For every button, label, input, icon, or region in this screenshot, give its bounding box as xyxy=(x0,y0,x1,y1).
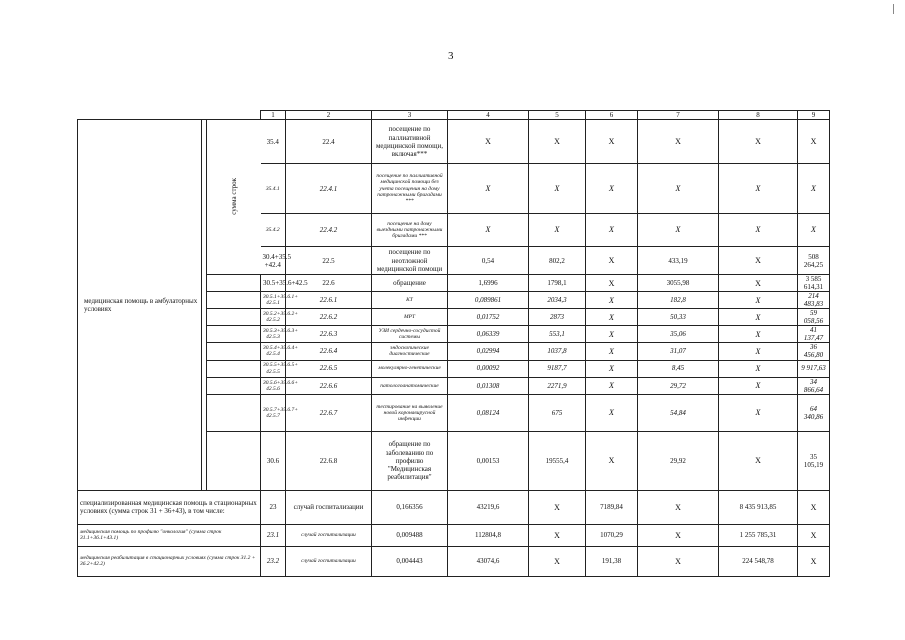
row-number-cell: 22.6.8 xyxy=(286,431,372,490)
value-cell-c6: 182,8 xyxy=(638,292,719,309)
filler-cell xyxy=(207,326,261,343)
value-cell-c6: 3055,98 xyxy=(638,275,719,292)
source-rows-cell: 30.5.2+35.6.2+ 42.5.2 xyxy=(261,309,286,326)
value-cell-c3: 1,6996 xyxy=(448,275,529,292)
row-name-cell: тестирование на выявление новой коронавирусной инфекции xyxy=(372,394,448,431)
section-label: медицинская помощь по профилю "онкология" (сумма строк 31.1+36.1+43.1) xyxy=(78,524,261,546)
value-cell-c5: X xyxy=(586,292,638,309)
row-number-cell: 23 xyxy=(261,490,286,524)
row-name-cell: случай госпитализации xyxy=(286,490,372,524)
value-cell-c7: X xyxy=(719,394,798,431)
section-label: медицинская реабилитация в стационарных условиях (сумма строк 31.2 + 36.2+42.2) xyxy=(78,546,261,576)
value-cell-c8: 36 456,80 xyxy=(798,343,830,360)
value-cell-c3: 0,02994 xyxy=(448,343,529,360)
row-number-cell: 22.6.7 xyxy=(286,394,372,431)
value-cell-c3: X xyxy=(448,214,529,247)
value-cell-c7: X xyxy=(719,343,798,360)
row-name-cell: посещение на дому выездными патронажными бригадами *** xyxy=(372,214,448,247)
row-number-cell: 22.6.6 xyxy=(286,377,372,394)
value-cell-c8: 8 435 913,85 xyxy=(719,490,798,524)
value-cell-c7: X xyxy=(719,360,798,377)
source-rows-cell: 30.5.1+35.6.1+ 42.5.1 xyxy=(261,292,286,309)
source-rows-cell: 30.5+35.6+42.5 xyxy=(261,275,286,292)
value-cell-c7: X xyxy=(719,120,798,164)
value-cell-c7: X xyxy=(638,524,719,546)
value-cell-c9: X xyxy=(798,490,830,524)
header-cell: 8 xyxy=(719,111,798,120)
table-row xyxy=(78,546,830,576)
row-name-cell: эндоскопические диагностические xyxy=(372,343,448,360)
edge-mark xyxy=(893,4,894,14)
value-cell-c6: 31,07 xyxy=(638,343,719,360)
value-cell-c7: X xyxy=(638,546,719,576)
header-cell: 3 xyxy=(372,111,448,120)
value-cell-c5: X xyxy=(586,326,638,343)
value-cell-c8: 64 340,86 xyxy=(798,394,830,431)
value-cell-c4: 553,1 xyxy=(529,326,586,343)
value-cell-c4: X xyxy=(529,164,586,214)
source-rows-cell: 35.4 xyxy=(261,120,286,164)
filler-cell xyxy=(207,360,261,377)
value-cell-c6: 433,19 xyxy=(638,247,719,275)
row-name-cell: патологоанатомические xyxy=(372,377,448,394)
value-cell-c6: 1070,29 xyxy=(586,524,638,546)
section-label: специализированная медицинская помощь в стационарных условиях (сумма строк 31 + 36+43), в том числе: xyxy=(78,490,261,524)
value-cell-c5: X xyxy=(529,546,586,576)
value-cell-c8: 508 264,25 xyxy=(798,247,830,275)
source-rows-cell: 30.4+35.5 +42.4 xyxy=(261,247,286,275)
row-number-cell: 22.6.2 xyxy=(286,309,372,326)
source-rows-cell: 30.6 xyxy=(261,431,286,490)
group-label: медицинская помощь в амбулаторных условиях xyxy=(78,120,202,491)
source-rows-cell: 30.5.6+35.6.6+ 42.5.6 xyxy=(261,377,286,394)
value-cell-c6: X xyxy=(638,120,719,164)
value-cell-c6: X xyxy=(638,164,719,214)
filler-cell xyxy=(207,377,261,394)
value-cell-c4: 802,2 xyxy=(529,247,586,275)
vertical-label xyxy=(207,120,261,275)
filler-cell xyxy=(207,431,261,490)
value-cell-c8: 3 585 614,31 xyxy=(798,275,830,292)
data-table xyxy=(77,110,830,577)
value-cell-c5: X xyxy=(586,309,638,326)
value-cell-c7: X xyxy=(719,247,798,275)
value-cell-c5: X xyxy=(586,343,638,360)
value-cell-c4: 1798,1 xyxy=(529,275,586,292)
value-cell-c7: X xyxy=(719,292,798,309)
row-name-cell: посещение по паллиативной медицинской помощи без учета посещения на дому патронажными бригадами *** xyxy=(372,164,448,214)
row-number-cell: 22.6.1 xyxy=(286,292,372,309)
value-cell-c3: 0,00153 xyxy=(448,431,529,490)
header-cell: 7 xyxy=(638,111,719,120)
value-cell-c6: 7189,84 xyxy=(586,490,638,524)
row-name-cell: случай госпитализации xyxy=(286,524,372,546)
value-cell-c6: 54,84 xyxy=(638,394,719,431)
value-cell-c6: 50,33 xyxy=(638,309,719,326)
value-cell-c3: 0,08124 xyxy=(448,394,529,431)
value-cell-c5: X xyxy=(529,524,586,546)
source-rows-cell: 30.5.3+35.6.3+ 42.5.3 xyxy=(261,326,286,343)
row-number-cell: 22.4 xyxy=(286,120,372,164)
value-cell-c5: X xyxy=(586,214,638,247)
row-name-cell: МРТ xyxy=(372,309,448,326)
value-cell-c3: 0,01752 xyxy=(448,309,529,326)
value-cell-c9: X xyxy=(798,524,830,546)
value-cell-c4: 19555,4 xyxy=(529,431,586,490)
page-number: 3 xyxy=(448,50,454,62)
value-cell-c7: X xyxy=(638,490,719,524)
value-cell-c3: 0,004443 xyxy=(372,546,448,576)
row-name-cell: посещение по паллиативной медицинской помощи, включая*** xyxy=(372,120,448,164)
value-cell-c5: X xyxy=(586,431,638,490)
source-rows-cell: 30.5.7+35.6.7+ 42.5.7 xyxy=(261,394,286,431)
header-cell: 6 xyxy=(586,111,638,120)
value-cell-c5: X xyxy=(586,377,638,394)
value-cell-c7: X xyxy=(719,309,798,326)
value-cell-c4: 675 xyxy=(529,394,586,431)
source-rows-cell: 30.5.5+35.6.5+ 42.5.5 xyxy=(261,360,286,377)
header-cell: 2 xyxy=(286,111,372,120)
value-cell-c7: X xyxy=(719,377,798,394)
value-cell-c3: 0,54 xyxy=(448,247,529,275)
value-cell-c5: X xyxy=(529,490,586,524)
value-cell-c4: X xyxy=(529,120,586,164)
value-cell-c8: 41 137,47 xyxy=(798,326,830,343)
value-cell-c8: 35 105,19 xyxy=(798,431,830,490)
header-cell: 1 xyxy=(261,111,286,120)
value-cell-c3: 0,00092 xyxy=(448,360,529,377)
row-name-cell: посещение по неотложной медицинской помощи xyxy=(372,247,448,275)
value-cell-c5: X xyxy=(586,275,638,292)
value-cell-c3: 0,166356 xyxy=(372,490,448,524)
value-cell-c7: X xyxy=(719,275,798,292)
row-name-cell: УЗИ сердечно-сосудистой системы xyxy=(372,326,448,343)
row-number-cell: 22.6.3 xyxy=(286,326,372,343)
value-cell-c4: 9187,7 xyxy=(529,360,586,377)
row-number-cell: 22.6 xyxy=(286,275,372,292)
row-number-cell: 22.6.4 xyxy=(286,343,372,360)
value-cell-c4: 43074,6 xyxy=(448,546,529,576)
value-cell-c4: 112804,8 xyxy=(448,524,529,546)
value-cell-c5: X xyxy=(586,164,638,214)
value-cell-c3: 0,06339 xyxy=(448,326,529,343)
row-name-cell: обращение по заболеванию по профилю "Медицинская реабилитация" xyxy=(372,431,448,490)
value-cell-c4: 2271,9 xyxy=(529,377,586,394)
header-row xyxy=(78,111,830,120)
filler-cell xyxy=(207,275,261,292)
vertical-label-text: сумма строк xyxy=(229,177,238,215)
source-rows-cell: 30.5.4+35.6.4+ 42.5.4 xyxy=(261,343,286,360)
source-rows-cell: 35.4.2 xyxy=(261,214,286,247)
value-cell-c8: 224 548,78 xyxy=(719,546,798,576)
value-cell-c4: 2034,3 xyxy=(529,292,586,309)
value-cell-c8: X xyxy=(798,120,830,164)
value-cell-c6: 191,38 xyxy=(586,546,638,576)
value-cell-c5: X xyxy=(586,120,638,164)
value-cell-c5: X xyxy=(586,360,638,377)
table-row xyxy=(78,120,830,164)
value-cell-c8: X xyxy=(798,164,830,214)
value-cell-c7: X xyxy=(719,164,798,214)
value-cell-c5: X xyxy=(586,247,638,275)
value-cell-c4: 43219,6 xyxy=(448,490,529,524)
source-rows-cell: 35.4.1 xyxy=(261,164,286,214)
value-cell-c7: X xyxy=(719,326,798,343)
value-cell-c4: 1037,8 xyxy=(529,343,586,360)
filler-cell xyxy=(207,343,261,360)
value-cell-c7: X xyxy=(719,431,798,490)
value-cell-c4: 2873 xyxy=(529,309,586,326)
value-cell-c6: 35,06 xyxy=(638,326,719,343)
value-cell-c6: 29,72 xyxy=(638,377,719,394)
value-cell-c6: X xyxy=(638,214,719,247)
value-cell-c9: X xyxy=(798,546,830,576)
row-number-cell: 22.6.5 xyxy=(286,360,372,377)
row-number-cell: 22.4.1 xyxy=(286,164,372,214)
row-name-cell: молекулярно-генетические xyxy=(372,360,448,377)
filler-cell xyxy=(207,394,261,431)
header-cell: 5 xyxy=(529,111,586,120)
table-row xyxy=(78,524,830,546)
value-cell-c8: 214 483,83 xyxy=(798,292,830,309)
value-cell-c8: 34 866,64 xyxy=(798,377,830,394)
value-cell-c8: 59 058,56 xyxy=(798,309,830,326)
value-cell-c8: 9 917,63 xyxy=(798,360,830,377)
row-number-cell: 22.5 xyxy=(286,247,372,275)
filler-cell xyxy=(207,292,261,309)
value-cell-c6: 29,92 xyxy=(638,431,719,490)
filler-cell xyxy=(207,309,261,326)
value-cell-c3: 0,009488 xyxy=(372,524,448,546)
value-cell-c8: X xyxy=(798,214,830,247)
value-cell-c5: X xyxy=(586,394,638,431)
row-number-cell: 22.4.2 xyxy=(286,214,372,247)
value-cell-c7: X xyxy=(719,214,798,247)
row-name-cell: КТ xyxy=(372,292,448,309)
value-cell-c3: X xyxy=(448,120,529,164)
value-cell-c6: 8,45 xyxy=(638,360,719,377)
row-name-cell: случай госпитализации xyxy=(286,546,372,576)
row-number-cell: 23.1 xyxy=(261,524,286,546)
value-cell-c8: 1 255 785,31 xyxy=(719,524,798,546)
row-number-cell: 23.2 xyxy=(261,546,286,576)
value-cell-c4: X xyxy=(529,214,586,247)
table-row xyxy=(78,490,830,524)
header-cell: 4 xyxy=(448,111,529,120)
row-name-cell: обращение xyxy=(372,275,448,292)
value-cell-c3: X xyxy=(448,164,529,214)
value-cell-c3: 0,089861 xyxy=(448,292,529,309)
value-cell-c3: 0,01308 xyxy=(448,377,529,394)
header-cell: 9 xyxy=(798,111,830,120)
